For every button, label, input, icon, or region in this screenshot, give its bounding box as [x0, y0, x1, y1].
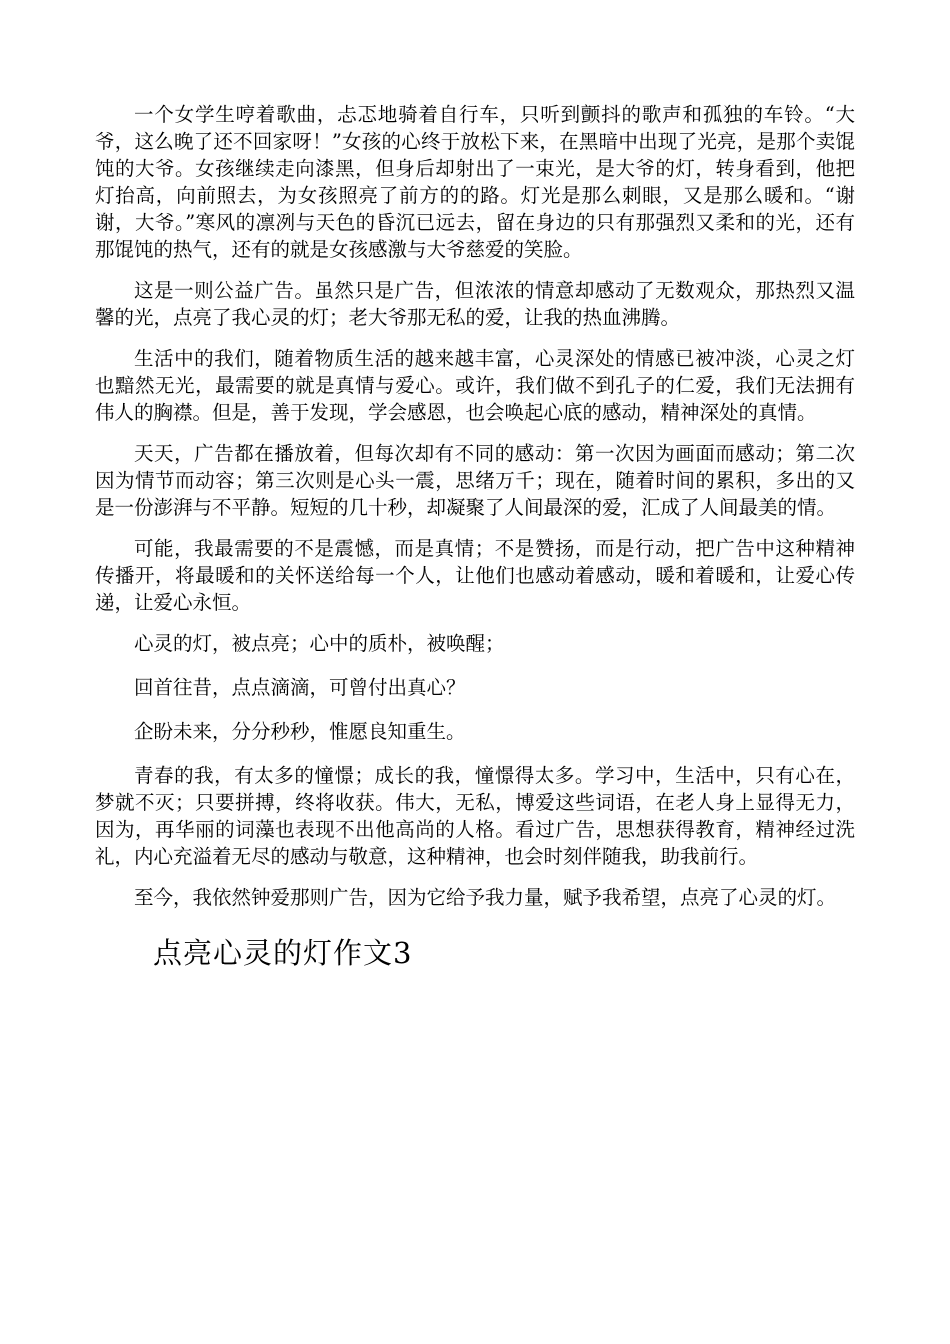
paragraph-4: 天天，广告都在播放着，但每次却有不同的感动：第一次因为画面而感动；第二次因为情节而动容；第三次则是心头一震，思绪万千；现在，随着时间的累积，多出的又是一份澎湃与不平静。短短的几十秒，却凝聚了人间最深的爱，汇成了人间最美的情。: [95, 442, 855, 519]
paragraph-7: 回首往昔，点点滴滴，可曾付出真心？: [134, 676, 466, 699]
paragraph-3: 生活中的我们，随着物质生活的越来越丰富，心灵深处的情感已被冲淡，心灵之灯也黯然无光，最需要的就是真情与爱心。或许，我们做不到孔子的仁爱，我们无法拥有伟人的胸襟。但是，善于发现，学会感恩，也会唤起心底的感动，精神深处的真情。: [95, 347, 855, 424]
paragraph-10: 至今，我依然钟爱那则广告，因为它给予我力量，赋予我希望，点亮了心灵的灯。: [134, 886, 837, 909]
document-page: [95, 101, 855, 973]
paragraph-8: 企盼未来，分分秒秒，惟愿良知重生。: [134, 720, 466, 743]
paragraph-6: 心灵的灯，被点亮；心中的质朴，被唤醒；: [134, 632, 505, 655]
paragraph-5: 可能，我最需要的不是震憾，而是真情；不是赞扬，而是行动，把广告中这种精神传播开，将最暖和的关怀送给每一个人，让他们也感动着感动，暖和着暖和，让爱心传递，让爱心永恒。: [95, 537, 855, 614]
paragraph-1: 一个女学生哼着歌曲，忐忑地骑着自行车，只听到颤抖的歌声和孤独的车铃。“大爷，这么晚了还不回家呀！”女孩的心终于放松下来，在黑暗中出现了光亮，是那个卖馄饨的大爷。女孩继续走向漆黑，但身后却射出了一束光，是大爷的灯，转身看到，他把灯抬高，向前照去，为女孩照亮了前方的的路。灯光是那么刺眼，又是那么暖和。“谢谢，大爷。”寒风的凛冽与天色的昏沉已远去，留在身边的只有那强烈又柔和的光，还有那馄饨的热气，还有的就是女孩感激与大爷慈爱的笑脸。: [95, 103, 855, 261]
section-heading: 点亮心灵的灯作文3: [153, 936, 413, 970]
paragraph-9: 青春的我，有太多的憧憬；成长的我，憧憬得太多。学习中，生活中，只有心在，梦就不灭；只要拼搏，终将收获。伟大，无私，博爱这些词语，在老人身上显得无力，因为，再华丽的词藻也表现不出他高尚的人格。看过广告，思想获得教育，精神经过洗礼，内心充溢着无尽的感动与敬意，这种精神，也会时刻伴随我，助我前行。: [95, 764, 855, 868]
paragraph-2: 这是一则公益广告。虽然只是广告，但浓浓的情意却感动了无数观众，那热烈又温馨的光，点亮了我心灵的灯；老大爷那无私的爱，让我的热血沸腾。: [95, 279, 855, 329]
